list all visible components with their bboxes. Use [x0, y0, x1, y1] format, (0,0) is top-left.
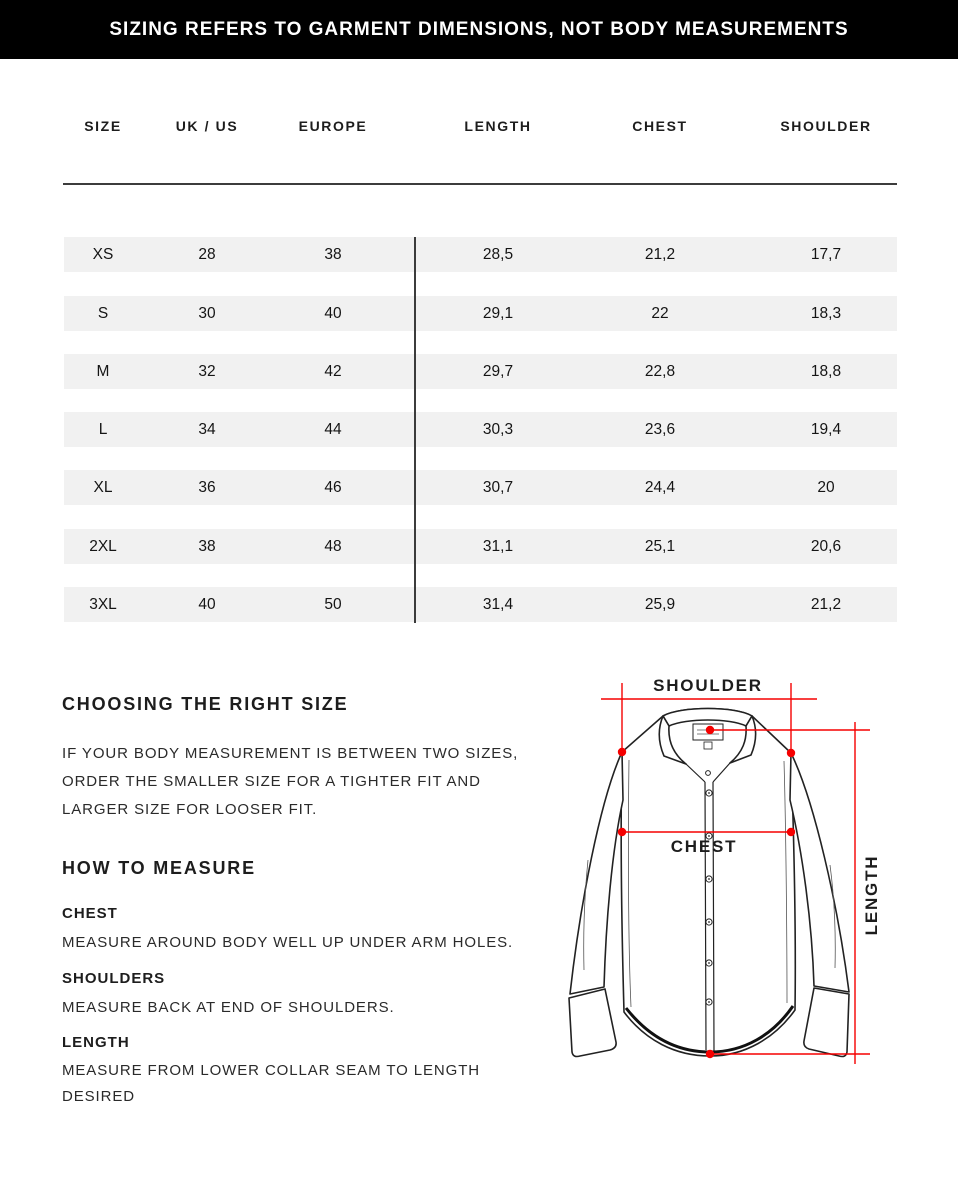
shirt-left-sleeve — [570, 752, 623, 994]
cell-europe: 48 — [324, 538, 342, 555]
measure-shoulders-label: SHOULDERS — [62, 970, 166, 987]
table-row — [64, 354, 897, 389]
column-header-chest: CHEST — [632, 118, 688, 134]
cell-size: S — [97, 305, 109, 322]
cell-europe: 46 — [324, 479, 342, 496]
table-row — [64, 470, 897, 505]
diagram-shoulder-label: SHOULDER — [653, 676, 763, 695]
cell-length: 30,7 — [482, 479, 514, 496]
measure-length-line: MEASURE FROM LOWER COLLAR SEAM TO LENGTH — [62, 1062, 481, 1079]
measure-chest-label: CHEST — [62, 905, 118, 922]
table-row — [64, 587, 897, 622]
cell-shoulder: 17,7 — [810, 246, 842, 263]
shirt-right-cuff — [804, 988, 849, 1057]
cell-size: 3XL — [89, 596, 117, 613]
cell-shoulder: 18,3 — [810, 305, 842, 322]
cell-europe: 44 — [324, 421, 342, 438]
shirt-left-cuff — [569, 989, 616, 1057]
cell-uk-us: 36 — [198, 479, 216, 496]
cell-uk-us: 40 — [198, 596, 216, 613]
shirt-right-sleeve — [790, 753, 849, 992]
header-underline — [63, 183, 897, 185]
cell-uk-us: 30 — [198, 305, 216, 322]
cell-chest: 22,8 — [644, 363, 676, 380]
table-column-divider — [414, 237, 416, 623]
measure-length-line: DESIRED — [62, 1088, 135, 1105]
table-row — [64, 296, 897, 331]
size-table-header — [64, 112, 897, 140]
choosing-size-line: ORDER THE SMALLER SIZE FOR A TIGHTER FIT AND — [62, 773, 481, 790]
table-row — [64, 529, 897, 564]
cell-chest: 24,4 — [644, 479, 676, 496]
cell-length: 30,3 — [482, 421, 514, 438]
table-row — [64, 412, 897, 447]
cell-length: 28,5 — [482, 246, 514, 263]
cell-europe: 50 — [324, 596, 342, 613]
cell-size: M — [96, 363, 110, 380]
cell-europe: 38 — [324, 246, 342, 263]
cell-chest: 23,6 — [644, 421, 676, 438]
cell-size: 2XL — [89, 538, 117, 555]
column-header-uk-us: UK / US — [175, 118, 239, 134]
measure-length-text — [62, 1058, 480, 1110]
shirt-collar-loop — [704, 742, 712, 749]
cell-europe: 40 — [324, 305, 342, 322]
choosing-size-text — [62, 740, 518, 824]
choosing-size-line: LARGER SIZE FOR LOOSER FIT. — [62, 801, 318, 818]
measure-shoulders-text: MEASURE BACK AT END OF SHOULDERS. — [62, 999, 395, 1016]
cell-shoulder: 20 — [817, 479, 835, 496]
table-row — [64, 237, 897, 272]
measure-chest-text: MEASURE AROUND BODY WELL UP UNDER ARM HOLES. — [62, 934, 514, 951]
cell-size: XS — [92, 246, 114, 263]
cell-length: 31,4 — [482, 596, 514, 613]
diagram-length-label: LENGTH — [862, 854, 881, 936]
column-header-length: LENGTH — [464, 118, 532, 134]
cell-uk-us: 28 — [198, 246, 216, 263]
banner — [0, 0, 958, 59]
choosing-size-line: IF YOUR BODY MEASUREMENT IS BETWEEN TWO SIZES, — [62, 745, 519, 762]
cell-chest: 25,1 — [644, 538, 676, 555]
cell-chest: 25,9 — [644, 596, 676, 613]
cell-uk-us: 32 — [198, 363, 216, 380]
cell-length: 29,7 — [482, 363, 514, 380]
how-to-measure-heading: HOW TO MEASURE — [62, 858, 256, 878]
column-header-shoulder: SHOULDER — [780, 118, 872, 134]
cell-length: 29,1 — [482, 305, 514, 322]
choosing-size-heading: CHOOSING THE RIGHT SIZE — [62, 694, 349, 714]
cell-length: 31,1 — [482, 538, 514, 555]
cell-shoulder: 18,8 — [810, 363, 842, 380]
banner-title: SIZING REFERS TO GARMENT DIMENSIONS, NOT BODY MEASUREMENTS — [109, 18, 849, 40]
cell-uk-us: 38 — [198, 538, 216, 555]
cell-shoulder: 19,4 — [810, 421, 842, 438]
cell-size: L — [98, 421, 108, 438]
cell-europe: 42 — [324, 363, 342, 380]
measure-length-label: LENGTH — [62, 1034, 130, 1051]
cell-shoulder: 20,6 — [810, 538, 842, 555]
cell-chest: 21,2 — [644, 246, 676, 263]
cell-size: XL — [93, 479, 113, 496]
column-header-europe: EUROPE — [298, 118, 368, 134]
diagram-chest-label: CHEST — [670, 837, 738, 856]
cell-uk-us: 34 — [198, 421, 216, 438]
cell-chest: 22 — [651, 305, 669, 322]
column-header-size: SIZE — [84, 118, 122, 134]
cell-shoulder: 21,2 — [810, 596, 842, 613]
shirt-diagram — [560, 660, 958, 1100]
